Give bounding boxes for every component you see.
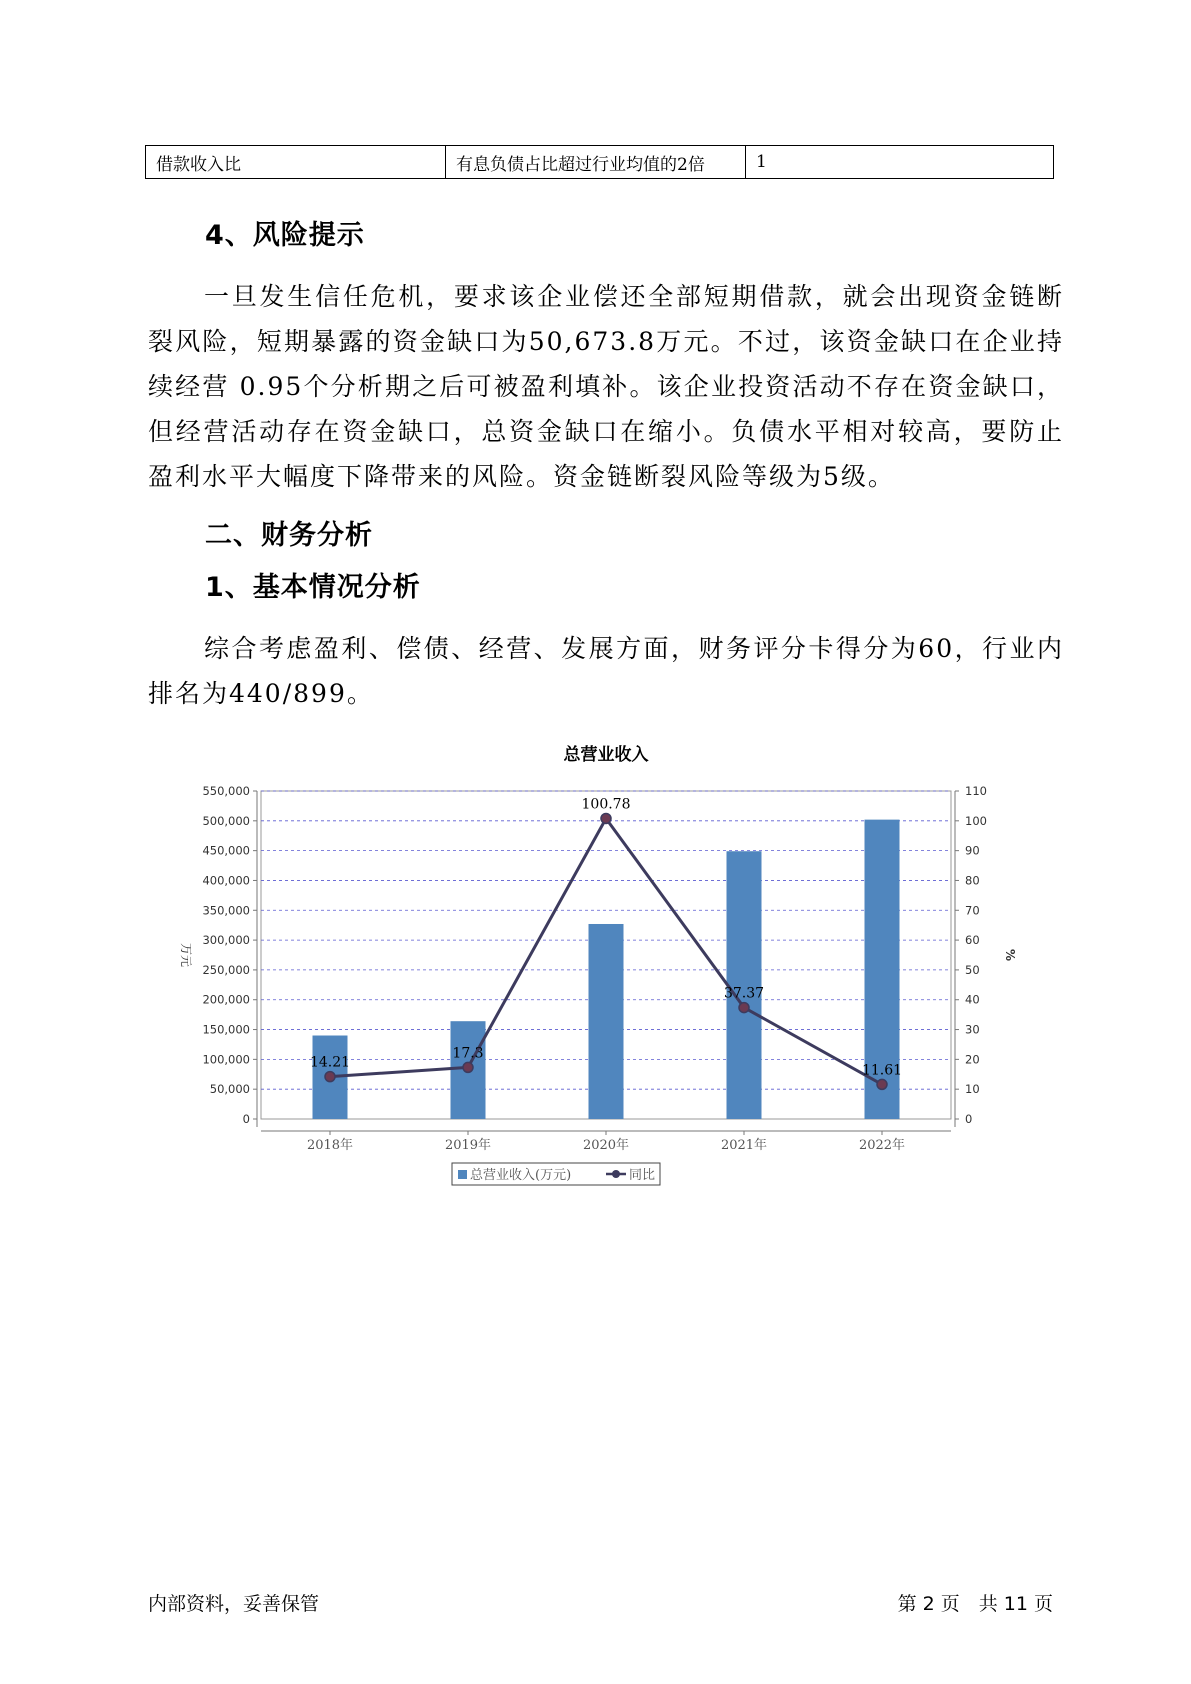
left-axis-tick-label: 250,000 [202, 962, 250, 977]
left-axis-tick-label: 100,000 [202, 1052, 250, 1067]
left-axis-tick-label: 300,000 [202, 933, 250, 948]
right-axis-label: % [1003, 948, 1017, 962]
table-cell-indicator: 借款收入比 [146, 146, 446, 179]
yoy-data-label: 17.3 [452, 1045, 484, 1062]
left-axis-tick-label: 400,000 [202, 873, 250, 888]
right-axis-tick-label: 90 [965, 843, 980, 858]
revenue-chart-svg [160, 730, 1060, 1200]
x-axis-tick-label: 2019年 [444, 1138, 492, 1153]
right-axis-tick-label: 70 [965, 903, 980, 918]
section-two-heading: 二、财务分析 [205, 520, 373, 551]
basic-analysis-paragraph: 综合考虑盈利、偿债、经营、发展方面，财务评分卡得分为60，行业内排名为440/899。 [148, 634, 1064, 708]
right-axis-tick-label: 30 [965, 1022, 980, 1037]
yoy-growth-point [601, 813, 611, 823]
chart-title: 总营业收入 [563, 745, 649, 765]
right-axis-tick-label: 20 [965, 1052, 980, 1067]
yoy-data-label: 11.61 [861, 1062, 903, 1079]
left-axis-tick-label: 0 [242, 1112, 250, 1126]
left-axis-tick-label: 50,000 [209, 1082, 250, 1097]
left-axis-tick-label: 150,000 [202, 1022, 250, 1037]
left-axis-tick-label: 200,000 [202, 992, 250, 1007]
summary-table [145, 145, 1054, 179]
risk-paragraph: 一旦发生信任危机，要求该企业偿还全部短期借款，就会出现资金链断裂风险，短期暴露的资金缺口为50,673.8万元。不过，该资金缺口在企业持续经营 0.95个分析期之后可被盈利填补。该企业投资活动不存在资金缺口，但经营活动存在资金缺口，总资金缺口在缩小。负债水平相对较高，要防止盈利水平大幅度下降带来的风险。资金链断裂风险等级为5级。 [148, 282, 1064, 491]
left-axis-tick-label: 550,000 [202, 784, 250, 798]
yoy-growth-point [325, 1072, 335, 1082]
right-axis-tick-label: 60 [965, 933, 980, 948]
revenue-bar [589, 924, 624, 1119]
table-cell-value: 1 [746, 146, 1054, 179]
left-axis-label: 万元 [179, 942, 193, 968]
right-axis-tick-label: 0 [965, 1112, 973, 1126]
x-axis-tick-label: 2020年 [582, 1138, 630, 1153]
section-4-heading: 4、风险提示 [205, 220, 365, 251]
left-axis-tick-label: 500,000 [202, 813, 250, 828]
right-axis-tick-label: 50 [965, 962, 980, 977]
legend-line-label: 同比 [629, 1168, 656, 1183]
table-row [146, 146, 1054, 179]
yoy-data-label: 14.21 [309, 1054, 351, 1071]
yoy-growth-point [739, 1003, 749, 1013]
right-axis-tick-label: 40 [965, 992, 980, 1007]
yoy-growth-point [463, 1062, 473, 1072]
right-axis-tick-label: 80 [965, 873, 980, 888]
right-axis-tick-label: 100 [965, 813, 987, 828]
x-axis-tick-label: 2021年 [720, 1138, 768, 1153]
x-axis-tick-label: 2022年 [858, 1138, 906, 1153]
table-cell-condition: 有息负债占比超过行业均值的2倍 [446, 146, 746, 179]
legend-bar-label: 总营业收入(万元) [470, 1168, 572, 1183]
yoy-data-label: 100.78 [581, 796, 631, 813]
footer-page-number: 第 2 页 共 11 页 [897, 1593, 1053, 1615]
revenue-chart [160, 730, 1060, 1200]
footer-confidential-note: 内部资料，妥善保管 [148, 1593, 320, 1615]
left-axis-tick-label: 350,000 [202, 903, 250, 918]
yoy-data-label: 37.37 [723, 985, 765, 1002]
x-axis-tick-label: 2018年 [306, 1138, 354, 1153]
yoy-growth-point [877, 1079, 887, 1089]
section-1-heading: 1、基本情况分析 [205, 572, 421, 603]
legend-line-marker [612, 1170, 620, 1178]
right-axis-tick-label: 10 [965, 1082, 980, 1097]
right-axis-tick-label: 110 [965, 784, 987, 798]
left-axis-tick-label: 450,000 [202, 843, 250, 858]
legend-bar-swatch [458, 1170, 467, 1179]
